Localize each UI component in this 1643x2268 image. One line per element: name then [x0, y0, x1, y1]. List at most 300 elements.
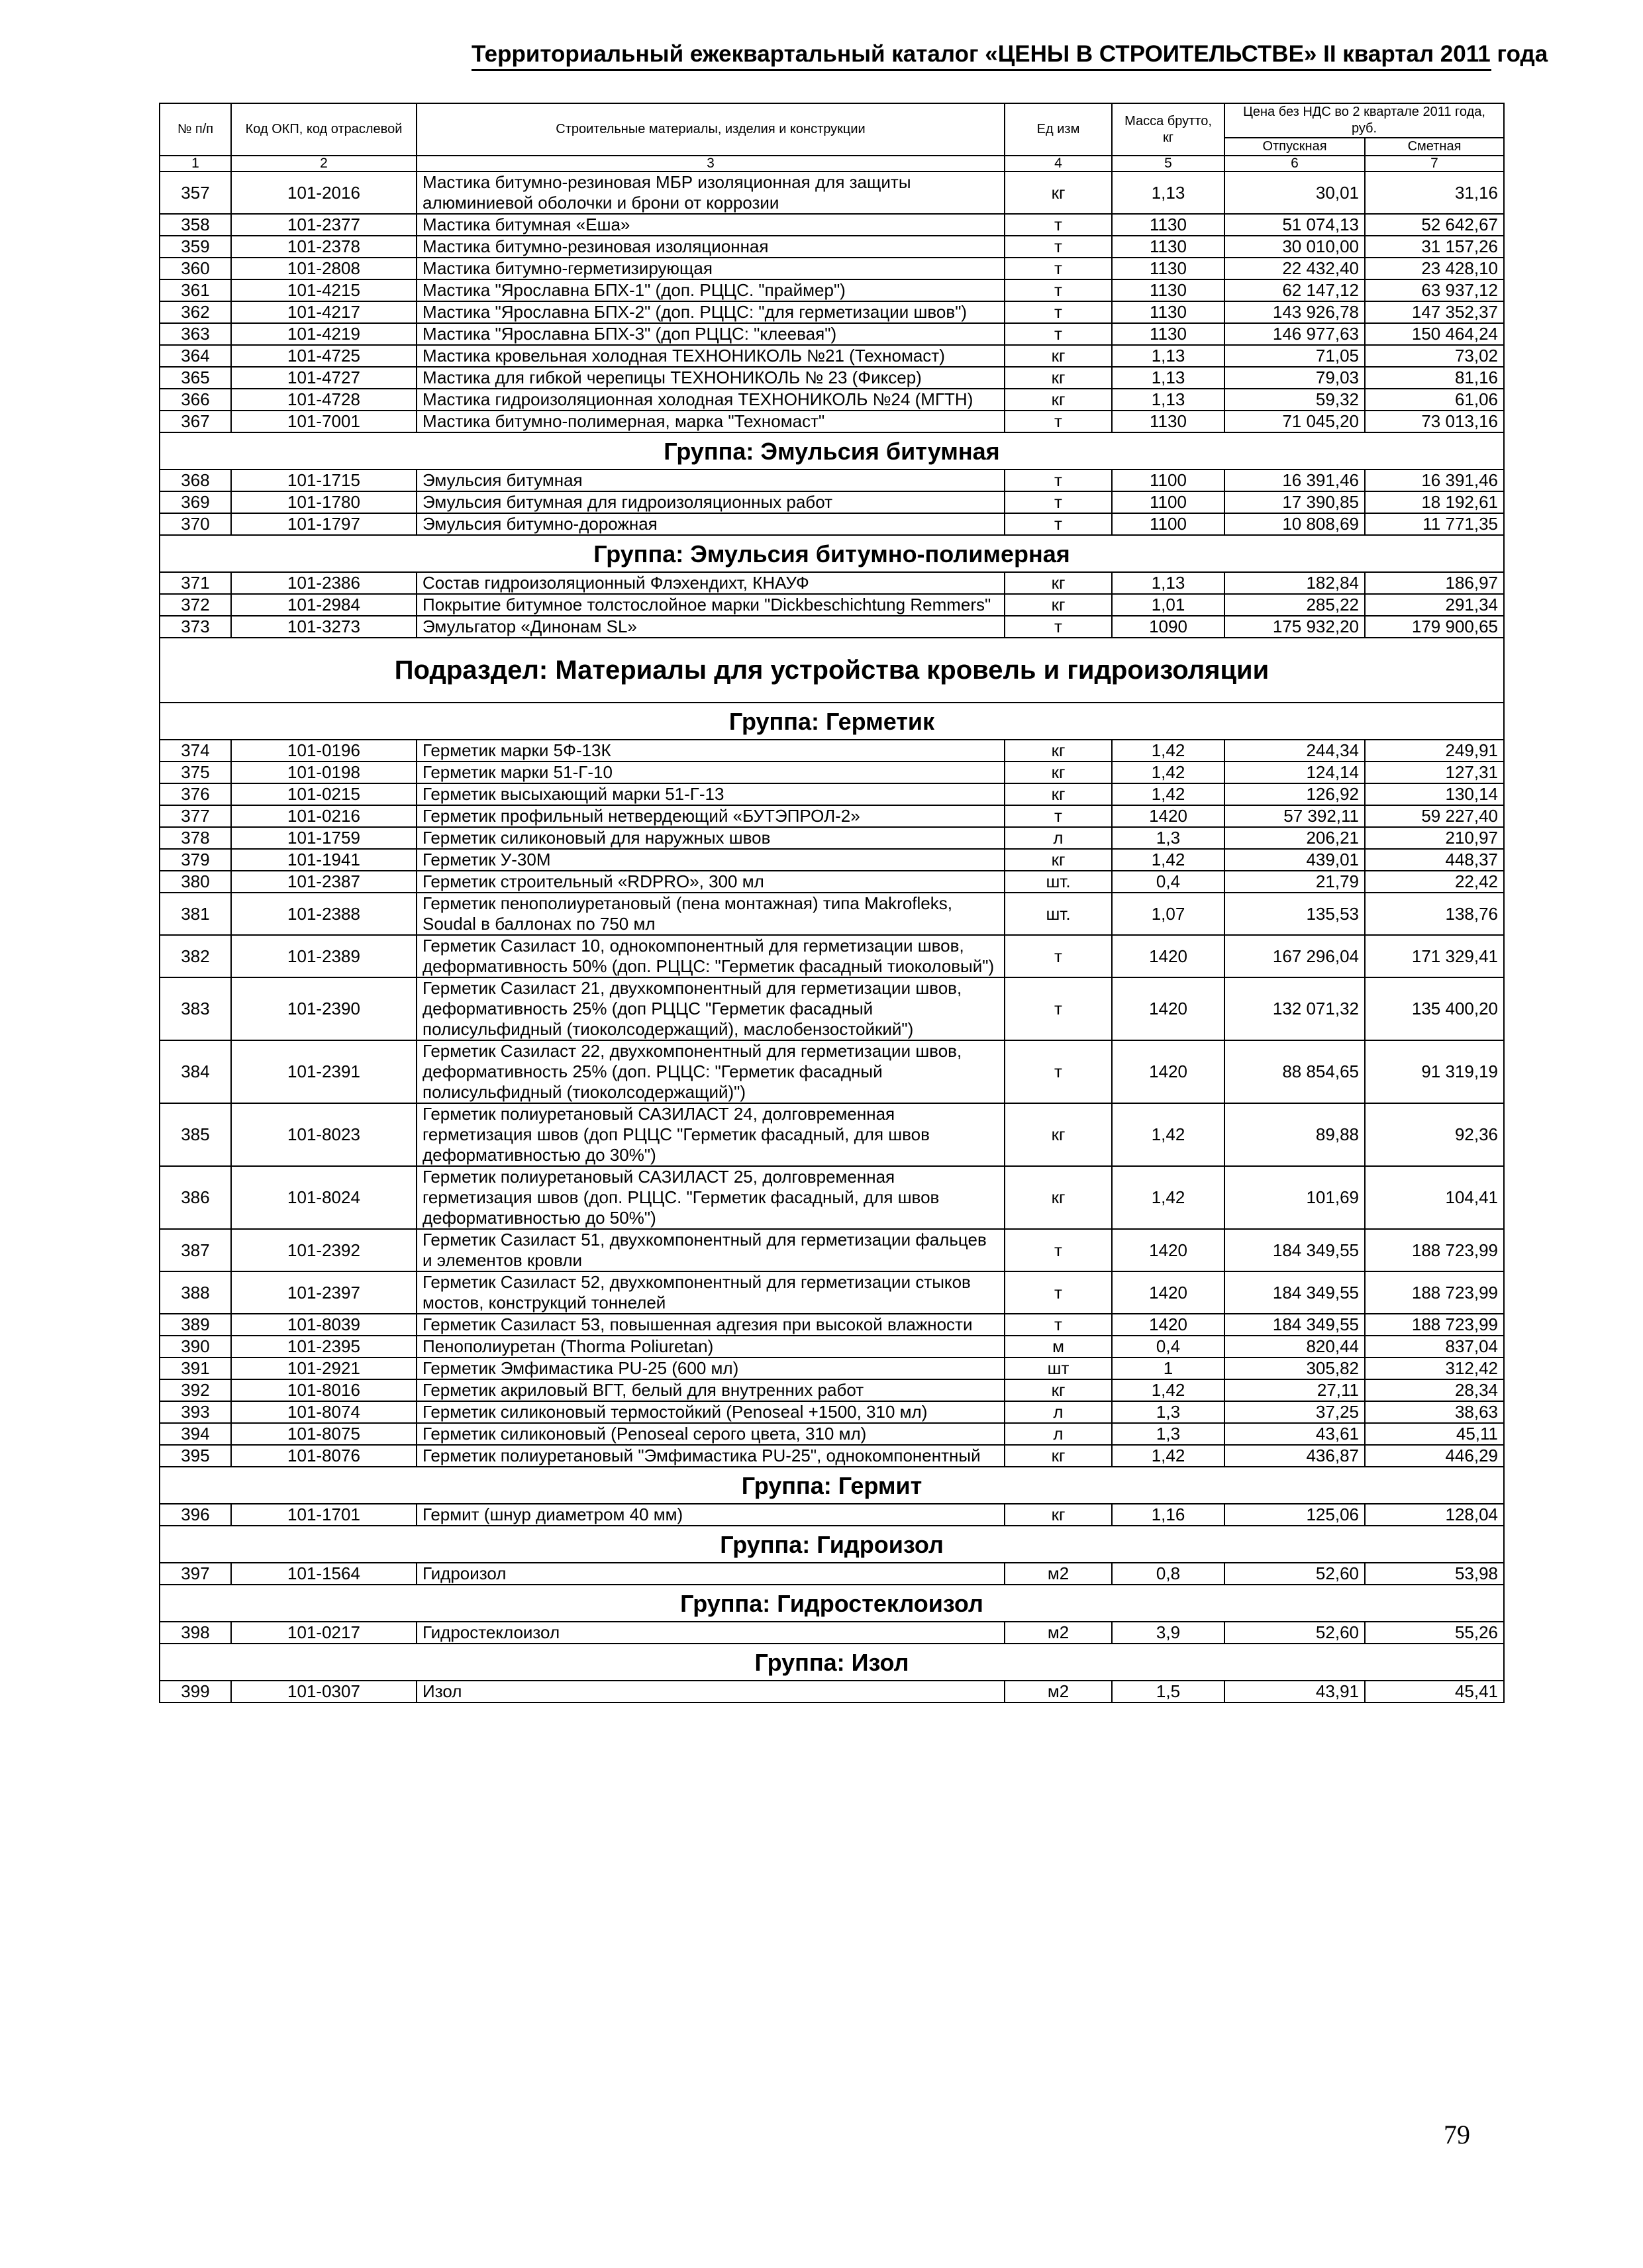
mass-cell: 1420 [1112, 1229, 1224, 1271]
col-number: 3 [417, 156, 1005, 172]
mass-cell: 1 [1112, 1357, 1224, 1379]
table-row [160, 1681, 1504, 1702]
code-cell: 101-4215 [231, 279, 417, 301]
price-release-cell: 52,60 [1224, 1622, 1365, 1644]
price-estimate-cell: 150 464,24 [1365, 323, 1504, 345]
mass-cell: 1130 [1112, 236, 1224, 258]
table-row [160, 1166, 1504, 1229]
code-cell: 101-8024 [231, 1166, 417, 1229]
unit-cell: т [1005, 411, 1112, 432]
row-number-cell: 394 [160, 1423, 231, 1445]
mass-cell: 1,13 [1112, 367, 1224, 389]
code-cell: 101-1759 [231, 827, 417, 849]
price-release-cell: 285,22 [1224, 594, 1365, 616]
material-name-cell: Мастика кровельная холодная ТЕХНОНИКОЛЬ №21 (Техномаст) [417, 345, 1005, 367]
unit-cell: т [1005, 805, 1112, 827]
price-release-cell: 27,11 [1224, 1379, 1365, 1401]
table-row [160, 572, 1504, 594]
code-cell: 101-4725 [231, 345, 417, 367]
mass-cell: 1100 [1112, 513, 1224, 535]
group-row [160, 1585, 1504, 1622]
unit-cell: т [1005, 279, 1112, 301]
price-estimate-cell: 104,41 [1365, 1166, 1504, 1229]
code-cell: 101-1564 [231, 1563, 417, 1585]
row-number-cell: 397 [160, 1563, 231, 1585]
price-estimate-cell: 188 723,99 [1365, 1314, 1504, 1336]
price-estimate-cell: 16 391,46 [1365, 469, 1504, 491]
unit-cell: т [1005, 977, 1112, 1040]
code-cell: 101-1780 [231, 491, 417, 513]
unit-cell: т [1005, 236, 1112, 258]
price-release-cell: 88 854,65 [1224, 1040, 1365, 1103]
row-number-cell: 392 [160, 1379, 231, 1401]
table-row [160, 1445, 1504, 1467]
row-number-cell: 364 [160, 345, 231, 367]
price-estimate-cell: 45,11 [1365, 1423, 1504, 1445]
price-release-cell: 305,82 [1224, 1357, 1365, 1379]
code-cell: 101-0217 [231, 1622, 417, 1644]
price-release-cell: 146 977,63 [1224, 323, 1365, 345]
row-number-cell: 370 [160, 513, 231, 535]
col-number: 5 [1112, 156, 1224, 172]
price-release-cell: 126,92 [1224, 783, 1365, 805]
mass-cell: 1130 [1112, 301, 1224, 323]
table-row [160, 1504, 1504, 1526]
unit-cell: м2 [1005, 1681, 1112, 1702]
material-name-cell: Герметик полиуретановый САЗИЛАСТ 25, долговременная герметизация швов (доп. РЦЦС. "Герметик фасадный, для швов деформативностью до 50%") [417, 1166, 1005, 1229]
unit-cell: м2 [1005, 1563, 1112, 1585]
mass-cell: 1,13 [1112, 172, 1224, 214]
price-release-cell: 182,84 [1224, 572, 1365, 594]
price-estimate-cell: 249,91 [1365, 740, 1504, 762]
mass-cell: 1,13 [1112, 389, 1224, 411]
material-name-cell: Герметик марки 51-Г-10 [417, 762, 1005, 783]
col-number: 7 [1365, 156, 1504, 172]
col-number: 1 [160, 156, 231, 172]
group-row [160, 1526, 1504, 1563]
group-title: Группа: Гидроизол [160, 1526, 1504, 1563]
code-cell: 101-2921 [231, 1357, 417, 1379]
code-cell: 101-8023 [231, 1103, 417, 1166]
unit-cell: шт. [1005, 871, 1112, 893]
mass-cell: 1,3 [1112, 1401, 1224, 1423]
unit-cell: м [1005, 1336, 1112, 1357]
col-number: 2 [231, 156, 417, 172]
mass-cell: 1100 [1112, 491, 1224, 513]
mass-cell: 1,42 [1112, 849, 1224, 871]
table-row [160, 594, 1504, 616]
price-release-cell: 30 010,00 [1224, 236, 1365, 258]
mass-cell: 1420 [1112, 1271, 1224, 1314]
material-name-cell: Эмульгатор «Динонам SL» [417, 616, 1005, 638]
material-name-cell: Мастика битумно-герметизирующая [417, 258, 1005, 279]
header-price: Цена без НДС во 2 квартале 2011 года, руб. [1224, 103, 1504, 138]
mass-cell: 1,42 [1112, 1166, 1224, 1229]
price-release-cell: 79,03 [1224, 367, 1365, 389]
price-release-cell: 124,14 [1224, 762, 1365, 783]
row-number-cell: 389 [160, 1314, 231, 1336]
price-estimate-cell: 837,04 [1365, 1336, 1504, 1357]
material-name-cell: Герметик Сазиласт 53, повышенная адгезия при высокой влажности [417, 1314, 1005, 1336]
price-estimate-cell: 18 192,61 [1365, 491, 1504, 513]
code-cell: 101-2392 [231, 1229, 417, 1271]
price-release-cell: 143 926,78 [1224, 301, 1365, 323]
unit-cell: т [1005, 1271, 1112, 1314]
page-number: 79 [1444, 2120, 1470, 2149]
unit-cell: т [1005, 1229, 1112, 1271]
price-release-cell: 436,87 [1224, 1445, 1365, 1467]
unit-cell: кг [1005, 345, 1112, 367]
price-release-cell: 439,01 [1224, 849, 1365, 871]
price-estimate-cell: 31,16 [1365, 172, 1504, 214]
material-name-cell: Герметик У-30М [417, 849, 1005, 871]
table-row [160, 258, 1504, 279]
mass-cell: 1130 [1112, 279, 1224, 301]
row-number-cell: 366 [160, 389, 231, 411]
table-row [160, 389, 1504, 411]
material-name-cell: Герметик строительный «RDPRO», 300 мл [417, 871, 1005, 893]
row-number-cell: 382 [160, 935, 231, 977]
table-row [160, 367, 1504, 389]
price-estimate-cell: 130,14 [1365, 783, 1504, 805]
price-estimate-cell: 91 319,19 [1365, 1040, 1504, 1103]
material-name-cell: Гермит (шнур диаметром 40 мм) [417, 1504, 1005, 1526]
mass-cell: 1130 [1112, 214, 1224, 236]
code-cell: 101-2808 [231, 258, 417, 279]
mass-cell: 1420 [1112, 977, 1224, 1040]
row-number-cell: 398 [160, 1622, 231, 1644]
row-number-cell: 383 [160, 977, 231, 1040]
unit-cell: кг [1005, 1379, 1112, 1401]
unit-cell: л [1005, 827, 1112, 849]
code-cell: 101-8075 [231, 1423, 417, 1445]
price-estimate-cell: 188 723,99 [1365, 1229, 1504, 1271]
price-release-cell: 125,06 [1224, 1504, 1365, 1526]
header-code: Код ОКП, код отраслевой [231, 103, 417, 156]
material-name-cell: Герметик Сазиласт 22, двухкомпонентный для герметизации швов, деформативность 25% (доп. РЦЦС: "Герметик фасадный полисульфидный (тиоколсодержащий)") [417, 1040, 1005, 1103]
material-name-cell: Герметик марки 5Ф-13К [417, 740, 1005, 762]
group-row [160, 703, 1504, 740]
price-release-cell: 17 390,85 [1224, 491, 1365, 513]
mass-cell: 1420 [1112, 805, 1224, 827]
code-cell: 101-2386 [231, 572, 417, 594]
price-release-cell: 43,61 [1224, 1423, 1365, 1445]
row-number-cell: 376 [160, 783, 231, 805]
price-estimate-cell: 81,16 [1365, 367, 1504, 389]
row-number-cell: 374 [160, 740, 231, 762]
material-name-cell: Мастика битумно-резиновая МБР изоляционная для защиты алюминиевой оболочки и брони от коррозии [417, 172, 1005, 214]
material-name-cell: Пенополиуретан (Thorma Poliuretan) [417, 1336, 1005, 1357]
table-row [160, 1229, 1504, 1271]
price-estimate-cell: 448,37 [1365, 849, 1504, 871]
code-cell: 101-2378 [231, 236, 417, 258]
header-name: Строительные материалы, изделия и конструкции [417, 103, 1005, 156]
table-row [160, 935, 1504, 977]
row-number-cell: 372 [160, 594, 231, 616]
group-title: Группа: Эмульсия битумная [160, 432, 1504, 469]
price-estimate-cell: 23 428,10 [1365, 258, 1504, 279]
unit-cell: кг [1005, 172, 1112, 214]
unit-cell: т [1005, 258, 1112, 279]
unit-cell: кг [1005, 594, 1112, 616]
group-row [160, 1644, 1504, 1681]
code-cell: 101-8039 [231, 1314, 417, 1336]
code-cell: 101-2395 [231, 1336, 417, 1357]
table-row [160, 172, 1504, 214]
price-release-cell: 184 349,55 [1224, 1229, 1365, 1271]
subsection-row [160, 638, 1504, 703]
table-row [160, 491, 1504, 513]
header-num: № п/п [160, 103, 231, 156]
code-cell: 101-0307 [231, 1681, 417, 1702]
table-row [160, 849, 1504, 871]
code-cell: 101-8074 [231, 1401, 417, 1423]
row-number-cell: 359 [160, 236, 231, 258]
group-title: Группа: Гермит [160, 1467, 1504, 1504]
unit-cell: т [1005, 323, 1112, 345]
row-number-cell: 365 [160, 367, 231, 389]
mass-cell: 0,4 [1112, 871, 1224, 893]
mass-cell: 1,42 [1112, 783, 1224, 805]
col-number: 4 [1005, 156, 1112, 172]
row-number-cell: 391 [160, 1357, 231, 1379]
table-row [160, 1622, 1504, 1644]
row-number-cell: 363 [160, 323, 231, 345]
row-number-cell: 371 [160, 572, 231, 594]
unit-cell: кг [1005, 1504, 1112, 1526]
row-number-cell: 388 [160, 1271, 231, 1314]
table-row [160, 783, 1504, 805]
code-cell: 101-2391 [231, 1040, 417, 1103]
row-number-cell: 379 [160, 849, 231, 871]
unit-cell: т [1005, 214, 1112, 236]
row-number-cell: 387 [160, 1229, 231, 1271]
table-row [160, 740, 1504, 762]
price-release-cell: 52,60 [1224, 1563, 1365, 1585]
group-row [160, 432, 1504, 469]
column-number-row [160, 156, 1504, 172]
unit-cell: кг [1005, 367, 1112, 389]
table-row [160, 301, 1504, 323]
table-row [160, 214, 1504, 236]
mass-cell: 1420 [1112, 1040, 1224, 1103]
price-release-cell: 59,32 [1224, 389, 1365, 411]
mass-cell: 1,3 [1112, 827, 1224, 849]
table-row [160, 893, 1504, 935]
mass-cell: 1,42 [1112, 1379, 1224, 1401]
mass-cell: 1,42 [1112, 740, 1224, 762]
price-release-cell: 37,25 [1224, 1401, 1365, 1423]
table-row [160, 805, 1504, 827]
price-estimate-cell: 38,63 [1365, 1401, 1504, 1423]
row-number-cell: 358 [160, 214, 231, 236]
unit-cell: кг [1005, 783, 1112, 805]
price-estimate-cell: 73 013,16 [1365, 411, 1504, 432]
mass-cell: 1,3 [1112, 1423, 1224, 1445]
code-cell: 101-4727 [231, 367, 417, 389]
price-release-cell: 62 147,12 [1224, 279, 1365, 301]
table-row [160, 1563, 1504, 1585]
row-number-cell: 357 [160, 172, 231, 214]
table-row [160, 1271, 1504, 1314]
mass-cell: 3,9 [1112, 1622, 1224, 1644]
mass-cell: 1130 [1112, 258, 1224, 279]
material-name-cell: Эмульсия битумная для гидроизоляционных работ [417, 491, 1005, 513]
table-row [160, 469, 1504, 491]
price-estimate-cell: 188 723,99 [1365, 1271, 1504, 1314]
unit-cell: шт [1005, 1357, 1112, 1379]
code-cell: 101-0216 [231, 805, 417, 827]
row-number-cell: 360 [160, 258, 231, 279]
header-price-release: Отпускная [1224, 138, 1365, 156]
row-number-cell: 396 [160, 1504, 231, 1526]
header-unit: Ед изм [1005, 103, 1112, 156]
mass-cell: 1,42 [1112, 1445, 1224, 1467]
price-release-cell: 820,44 [1224, 1336, 1365, 1357]
price-estimate-cell: 171 329,41 [1365, 935, 1504, 977]
price-estimate-cell: 186,97 [1365, 572, 1504, 594]
group-row [160, 535, 1504, 572]
mass-cell: 1130 [1112, 323, 1224, 345]
price-release-cell: 184 349,55 [1224, 1271, 1365, 1314]
material-name-cell: Герметик Эмфимастика PU-25 (600 мл) [417, 1357, 1005, 1379]
code-cell: 101-7001 [231, 411, 417, 432]
table-row [160, 345, 1504, 367]
material-name-cell: Мастика "Ярославна БПХ-1" (доп. РЦЦС. "праймер") [417, 279, 1005, 301]
unit-cell: л [1005, 1423, 1112, 1445]
table-row [160, 1401, 1504, 1423]
table-row [160, 323, 1504, 345]
price-estimate-cell: 53,98 [1365, 1563, 1504, 1585]
unit-cell: кг [1005, 1445, 1112, 1467]
material-name-cell: Мастика битумная «Еша» [417, 214, 1005, 236]
material-name-cell: Мастика гидроизоляционная холодная ТЕХНОНИКОЛЬ №24 (МГТН) [417, 389, 1005, 411]
row-number-cell: 375 [160, 762, 231, 783]
material-name-cell: Мастика "Ярославна БПХ-2" (доп. РЦЦС: "для герметизации швов") [417, 301, 1005, 323]
table-row [160, 1103, 1504, 1166]
row-number-cell: 369 [160, 491, 231, 513]
table-row [160, 236, 1504, 258]
material-name-cell: Герметик Сазиласт 10, однокомпонентный для герметизации швов, деформативность 50% (доп. РЦЦС: "Герметик фасадный тиоколовый") [417, 935, 1005, 977]
price-release-cell: 43,91 [1224, 1681, 1365, 1702]
table-header-row [160, 103, 1504, 138]
table-row [160, 279, 1504, 301]
code-cell: 101-1797 [231, 513, 417, 535]
row-number-cell: 390 [160, 1336, 231, 1357]
code-cell: 101-4219 [231, 323, 417, 345]
unit-cell: т [1005, 301, 1112, 323]
row-number-cell: 367 [160, 411, 231, 432]
table-row [160, 762, 1504, 783]
code-cell: 101-2984 [231, 594, 417, 616]
material-name-cell: Мастика "Ярославна БПХ-3" (доп РЦЦС: "клеевая") [417, 323, 1005, 345]
unit-cell: шт. [1005, 893, 1112, 935]
price-release-cell: 135,53 [1224, 893, 1365, 935]
price-estimate-cell: 128,04 [1365, 1504, 1504, 1526]
price-release-cell: 57 392,11 [1224, 805, 1365, 827]
row-number-cell: 368 [160, 469, 231, 491]
table-row [160, 411, 1504, 432]
mass-cell: 1100 [1112, 469, 1224, 491]
code-cell: 101-2377 [231, 214, 417, 236]
code-cell: 101-2389 [231, 935, 417, 977]
row-number-cell: 395 [160, 1445, 231, 1467]
group-title: Группа: Гидростеклоизол [160, 1585, 1504, 1622]
unit-cell: м2 [1005, 1622, 1112, 1644]
price-release-cell: 175 932,20 [1224, 616, 1365, 638]
price-estimate-cell: 45,41 [1365, 1681, 1504, 1702]
price-estimate-cell: 28,34 [1365, 1379, 1504, 1401]
price-estimate-cell: 138,76 [1365, 893, 1504, 935]
mass-cell: 1,16 [1112, 1504, 1224, 1526]
price-estimate-cell: 127,31 [1365, 762, 1504, 783]
unit-cell: л [1005, 1401, 1112, 1423]
price-release-cell: 244,34 [1224, 740, 1365, 762]
code-cell: 101-0198 [231, 762, 417, 783]
group-title: Группа: Изол [160, 1644, 1504, 1681]
price-estimate-cell: 135 400,20 [1365, 977, 1504, 1040]
table-row [160, 1423, 1504, 1445]
row-number-cell: 373 [160, 616, 231, 638]
price-estimate-cell: 73,02 [1365, 345, 1504, 367]
table-row [160, 977, 1504, 1040]
price-release-cell: 16 391,46 [1224, 469, 1365, 491]
unit-cell: кг [1005, 1103, 1112, 1166]
mass-cell: 1420 [1112, 935, 1224, 977]
material-name-cell: Герметик Сазиласт 21, двухкомпонентный для герметизации швов, деформативность 25% (доп РЦЦС "Герметик фасадный полисульфидный (тиоколсодержащий), маслобензостойкий") [417, 977, 1005, 1040]
price-estimate-cell: 291,34 [1365, 594, 1504, 616]
price-release-cell: 132 071,32 [1224, 977, 1365, 1040]
code-cell: 101-1715 [231, 469, 417, 491]
mass-cell: 1,13 [1112, 572, 1224, 594]
material-name-cell: Гидроизол [417, 1563, 1005, 1585]
unit-cell: т [1005, 513, 1112, 535]
mass-cell: 1,42 [1112, 1103, 1224, 1166]
table-row [160, 1314, 1504, 1336]
price-estimate-cell: 31 157,26 [1365, 236, 1504, 258]
table-row [160, 1336, 1504, 1357]
price-release-cell: 30,01 [1224, 172, 1365, 214]
code-cell: 101-2387 [231, 871, 417, 893]
unit-cell: кг [1005, 762, 1112, 783]
code-cell: 101-4217 [231, 301, 417, 323]
row-number-cell: 385 [160, 1103, 231, 1166]
material-name-cell: Герметик силиконовый (Penoseal серого цвета, 310 мл) [417, 1423, 1005, 1445]
price-release-cell: 21,79 [1224, 871, 1365, 893]
material-name-cell: Герметик Сазиласт 52, двухкомпонентный для герметизации стыков мостов, конструкций тоннелей [417, 1271, 1005, 1314]
header-price-estimate: Сметная [1365, 138, 1504, 156]
material-name-cell: Герметик акриловый ВГТ, белый для внутренних работ [417, 1379, 1005, 1401]
group-row [160, 1467, 1504, 1504]
material-name-cell: Герметик силиконовый термостойкий (Penoseal +1500, 310 мл) [417, 1401, 1005, 1423]
price-estimate-cell: 11 771,35 [1365, 513, 1504, 535]
material-name-cell: Мастика для гибкой черепицы ТЕХНОНИКОЛЬ № 23 (Фиксер) [417, 367, 1005, 389]
row-number-cell: 361 [160, 279, 231, 301]
mass-cell: 0,4 [1112, 1336, 1224, 1357]
row-number-cell: 393 [160, 1401, 231, 1423]
unit-cell: т [1005, 935, 1112, 977]
unit-cell: кг [1005, 572, 1112, 594]
unit-cell: т [1005, 491, 1112, 513]
mass-cell: 1,5 [1112, 1681, 1224, 1702]
price-release-cell: 10 808,69 [1224, 513, 1365, 535]
code-cell: 101-1701 [231, 1504, 417, 1526]
price-estimate-cell: 312,42 [1365, 1357, 1504, 1379]
material-name-cell: Герметик силиконовый для наружных швов [417, 827, 1005, 849]
material-name-cell: Герметик Сазиласт 51, двухкомпонентный для герметизации фальцев и элементов кровли [417, 1229, 1005, 1271]
row-number-cell: 378 [160, 827, 231, 849]
price-estimate-cell: 179 900,65 [1365, 616, 1504, 638]
